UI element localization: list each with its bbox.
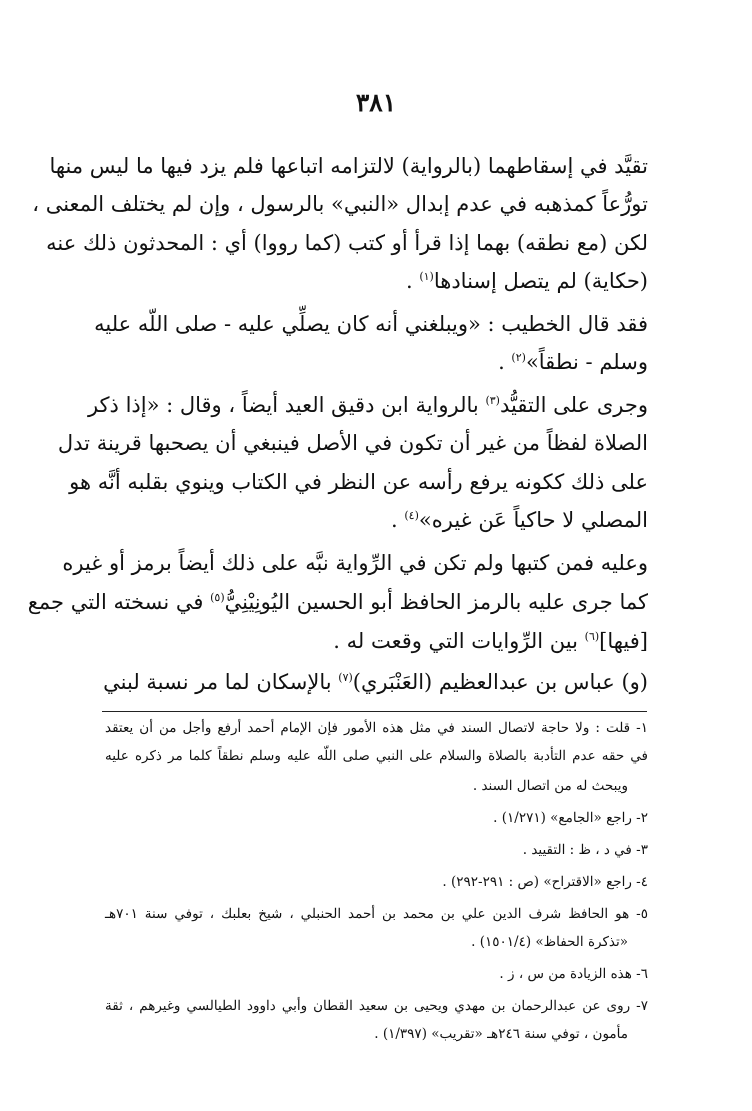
page-number: ٣٨١ xyxy=(355,88,397,117)
footnote-line: ٧- روى عن عبدالرحمان بن مهدي ويحيى بن سعيد القطان وأبي داوود الطيالسي وغيرهم ، ثقة xyxy=(105,998,648,1014)
footnote-ref: (٤) xyxy=(404,509,419,522)
footnote-ref: (٣) xyxy=(485,394,500,407)
footnote-line: ٤- راجع «الاقتراح» (ص : ٢٩١-٢٩٢) . xyxy=(442,874,648,890)
body-line: وعليه فمن كتبها ولم تكن في الرِّواية نبَّه على ذلك أيضاً برمز أو غيره xyxy=(62,551,648,575)
body-line: وسلم - نطقاً»$^{(٢)}$ . xyxy=(498,350,648,374)
footnote-line: ٣- في د ، ظ : التقييد . xyxy=(522,842,648,858)
body-line: وجرى على التقيُّد$^{(٣)}$ بالرواية ابن دقيق العيد أيضاً ، وقال : «إذا ذكر xyxy=(87,393,648,417)
body-line: فقد قال الخطيب : «ويبلغني أنه كان يصلِّي عليه - صلى اللّه عليه xyxy=(94,312,648,336)
footnote-line: ويبحث له من اتصال السند . xyxy=(472,778,628,794)
body-line: كما جرى عليه بالرمز الحافظ أبو الحسين اليُونِيْنِيُّ$^{(٥)}$ في نسخته التي جمع xyxy=(27,590,648,614)
body-line: تورُّعاً كمذهبه في عدم إبدال «النبي» بالرسول ، وإن لم يختلف المعنى ، xyxy=(32,192,648,216)
footnote-line: ٥- هو الحافظ شرف الدين علي بن محمد بن أحمد الحنبلي ، شيخ بعلبك ، توفي سنة ٧٠١هـ xyxy=(105,906,648,922)
body-line: على ذلك ككونه يرفع رأسه عن النظر في الكتاب وينوي بقلبه أنَّه هو xyxy=(69,470,648,494)
footnote-ref: (٢) xyxy=(511,351,526,364)
body-line: الصلاة لفظاً من غير أن تكون في الأصل فينبغي أن يصحبها قرينة تدل xyxy=(57,431,648,455)
footnote-ref: (١) xyxy=(419,270,434,283)
body-line: [فيها]$^{(٦)}$ بين الرِّوايات التي وقعت له . xyxy=(333,629,648,653)
footnote-separator xyxy=(102,711,647,712)
footnote-ref: (٧) xyxy=(338,671,353,684)
footnote-line: مأمون ، توفي سنة ٢٤٦هـ «تقريب» (١/٣٩٧) . xyxy=(374,1026,628,1042)
footnote-line: ٦- هذه الزيادة من س ، ز . xyxy=(499,966,648,982)
footnote-line: في حقه عدم التأدبة بالصلاة والسلام على النبي صلى اللّه عليه وسلم نطقاً كلما مر ذكره عليه xyxy=(105,748,648,764)
footnote-ref: (٥) xyxy=(210,591,225,604)
footnote-line: «تذكرة الحفاظ» (١٥٠١/٤) . xyxy=(471,934,628,950)
body-line: المصلي لا حاكياً عَن غيره»$^{(٤)}$ . xyxy=(391,508,648,532)
body-line: (و) عباس بن عبدالعظيم (العَنْبَري)$^{(٧)}$ بالإسكان لما مر نسبة لبني xyxy=(103,670,648,694)
body-line: (حكاية) لم يتصل إسنادها$^{(١)}$ . xyxy=(405,269,648,293)
footnote-line: ٢- راجع «الجامع» (١/٢٧١) . xyxy=(493,810,648,826)
body-line: لكن (مع نطقه) بهما إذا قرأ أو كتب (كما رووا) أي : المحدثون ذلك عنه xyxy=(46,231,648,255)
footnote-ref: (٦) xyxy=(584,630,600,643)
body-line: تقيَّد في إسقاطهما (بالرواية) لالتزامه اتباعها فلم يزد فيها ما ليس منها xyxy=(49,154,648,178)
footnote-line: ١- قلت : ولا حاجة لاتصال السند في مثل هذه الأمور فإن الإمام أحمد أرفع وأجل من أن يعتقد xyxy=(105,720,648,736)
